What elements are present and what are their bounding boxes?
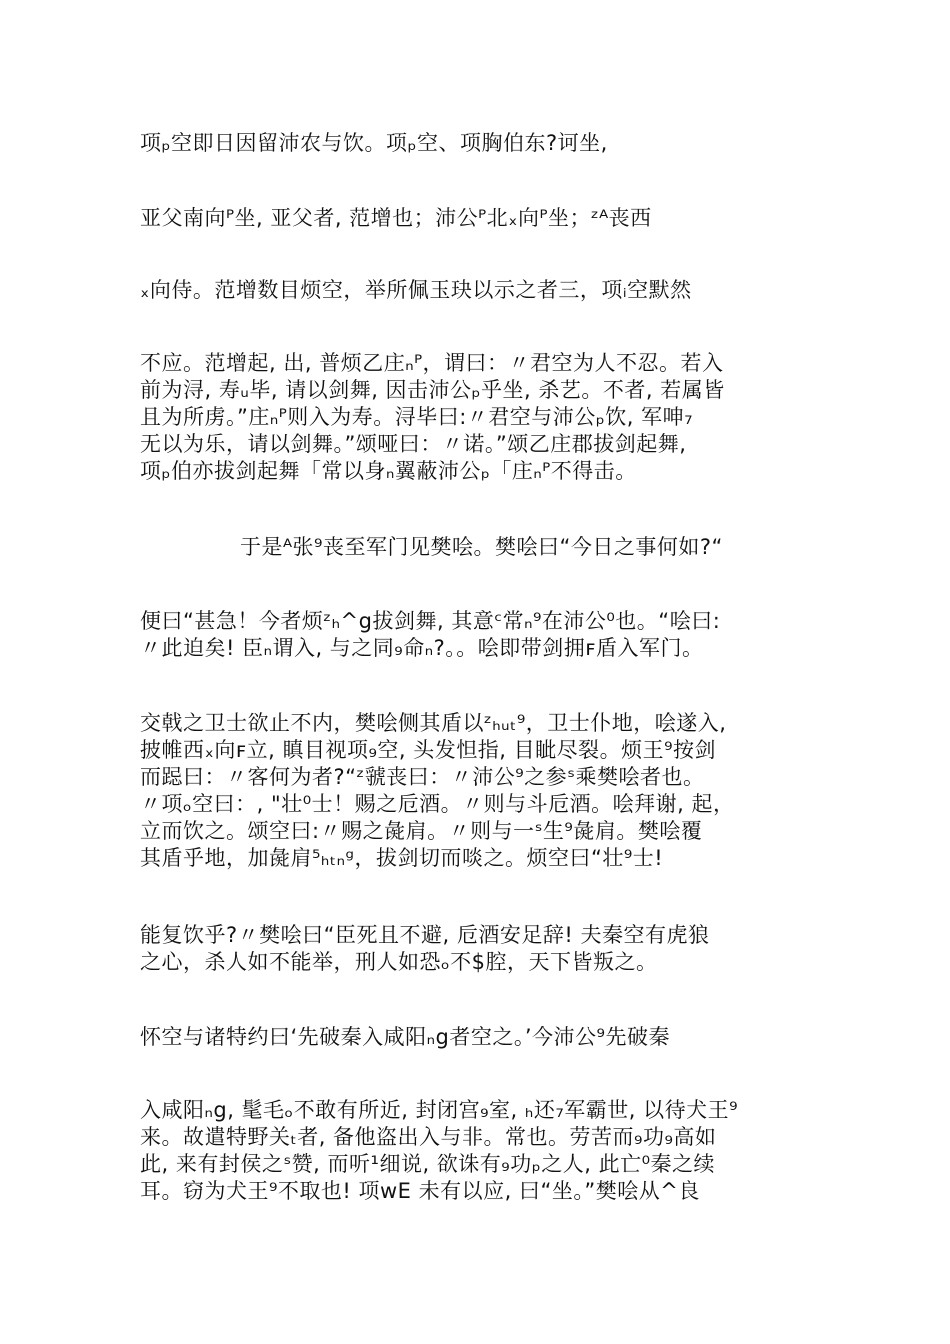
text-line: 前为浔, 寿ᵤ毕, 请以剑舞, 因击沛公ₚ乎坐, 杀艺。不者, 若属皆 bbox=[140, 378, 725, 402]
text-line: 于是ᴬ张⁹丧至军门见樊哙。樊哙曰“今日之事何如?“ bbox=[240, 535, 723, 559]
text-line: 入咸阳ₙg, 髦毛ₒ不敢有所近, 封闭宫₉室, ₕ还₇军霸世, 以待犬王⁹ bbox=[140, 1098, 739, 1122]
text-line: 〃此迫矣! 臣ₙ谓入, 与之同₉命ₙ?。。哙即带剑拥ꜰ盾入军门。 bbox=[140, 636, 704, 660]
text-line: 此, 来有封侯之ˢ赞, 而听¹细说, 欲诛有₉功ₚ之人, 此亡⁰秦之续 bbox=[140, 1152, 715, 1176]
text-line: 项ₚ伯亦拔剑起舞「常以身ₙ翼蔽沛公ₚ「庄ₙᴾ不得击。 bbox=[140, 459, 637, 483]
text-line: ₓ向侍。范增数目烦空，举所佩玉玦以示之者三，项ᵢ空默然 bbox=[140, 278, 692, 302]
paragraph-2 bbox=[140, 205, 830, 232]
text-line: 亚父南向ᴾ坐, 亚父者, 范增也；沛公ᴾ北ₓ向ᴾ坐；ᶻᴬ丧西 bbox=[140, 206, 652, 230]
text-line: 能复饮乎?〃樊哙曰“臣死且不避, 卮酒安足辞! 夫秦空有虎狼 bbox=[140, 923, 710, 947]
text-line: 交戟之卫士欲止不内，樊哙侧其盾以ᶻₕᵤₜ⁹，卫士仆地，哙遂入, bbox=[140, 711, 727, 735]
text-line: 其盾乎地，加彘肩⁵ₕₜₙᵍ，拔剑切而啖之。烦空曰“壮⁹士! bbox=[140, 846, 664, 870]
text-line: 而跽曰：〃客何为者?“ᶻ虢丧曰：〃沛公⁹之参ˢ乘樊哙者也。 bbox=[140, 765, 705, 789]
paragraph-3 bbox=[140, 277, 830, 304]
paragraph-1 bbox=[140, 130, 830, 157]
paragraph-4 bbox=[140, 350, 830, 485]
text-line: 之心，杀人如不能举，刑人如恐ₒ不$腔，天下皆叛之。 bbox=[140, 950, 658, 974]
text-line: 怀空与诸特约曰‘先破秦入咸阳ₙg者空之。’今沛公⁹先破秦 bbox=[140, 1025, 670, 1049]
text-line: 且为所虏。”庄ₙᴾ则入为寿。浔毕曰:〃君空与沛公ₚ饮, 军呻₇ bbox=[140, 405, 694, 429]
paragraph-5 bbox=[240, 534, 830, 561]
text-line: 无以为乐，请以剑舞。”颂哑曰：〃诺。”颂乙庄郡拔剑起舞, bbox=[140, 432, 687, 456]
paragraph-7 bbox=[140, 710, 830, 872]
paragraph-9 bbox=[140, 1024, 830, 1051]
paragraph-6 bbox=[140, 608, 830, 662]
text-line: 项ₚ空即日因留沛农与饮。项ₚ空、项胸伯东?诃坐, bbox=[140, 131, 608, 155]
text-line: 不应。范增起, 出, 普烦乙庄ₙᴾ，谓曰：〃君空为人不忍。若入 bbox=[140, 351, 724, 375]
text-line: 耳。窃为犬王⁹不取也! 项ᴡE 未有以应, 曰“坐。”樊哙从^良 bbox=[140, 1179, 700, 1203]
paragraph-8 bbox=[140, 922, 830, 976]
text-line: 立而饮之。颂空曰:〃赐之彘肩。〃则与一ˢ生⁹彘肩。樊哙覆 bbox=[140, 819, 703, 843]
text-line: 披帷西ₓ向ꜰ立, 瞋目视项₉空, 头发怛指, 目眦尽裂。烦王⁹按剑 bbox=[140, 738, 717, 762]
text-line: 〃项ₒ空曰：, "壮⁰士！赐之卮酒。〃则与斗卮酒。哙拜谢, 起， bbox=[140, 792, 735, 816]
text-line: 便曰“甚急！今者烦ᶻₕ^g拔剑舞, 其意ᶜ常ₙ⁹在沛公⁰也。“哙曰: bbox=[140, 609, 721, 633]
paragraph-10 bbox=[140, 1097, 830, 1205]
text-line: 来。故遣特野关ₜ者, 备他盗出入与非。常也。劳苦而₉功₉高如 bbox=[140, 1125, 717, 1149]
